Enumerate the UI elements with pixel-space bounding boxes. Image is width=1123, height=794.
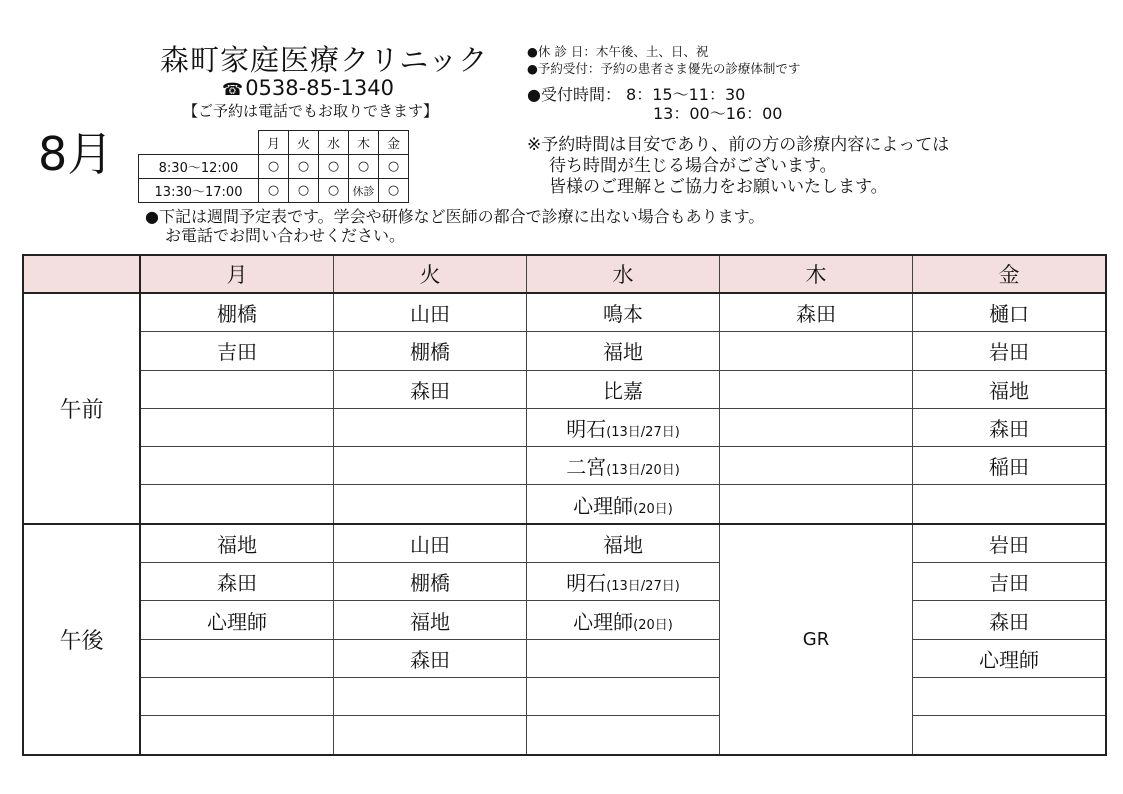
doctor-cell <box>527 370 720 408</box>
empty-cell <box>140 677 334 715</box>
empty-cell <box>720 408 913 446</box>
doctor-cell <box>527 601 720 639</box>
weekly-note-2: お電話でお問い合わせください。 <box>165 226 406 245</box>
pm-row <box>23 639 1106 677</box>
clinic-name: 森町家庭医療クリニック <box>160 43 489 77</box>
day-header: 水 <box>527 255 720 293</box>
weekly-note <box>145 207 764 245</box>
hours-mark: ○ <box>289 155 319 179</box>
date-note: (13日/27日) <box>606 425 680 441</box>
hours-mark: ○ <box>319 179 349 203</box>
empty-cell <box>527 677 720 715</box>
doctor-cell <box>527 485 720 524</box>
doctor-cell: 山田 <box>334 524 527 563</box>
hours-mark: ○ <box>289 179 319 203</box>
hours-table-corner <box>139 131 259 155</box>
doctor-cell: 福地 <box>140 524 334 563</box>
hours-mark-closed: 休診 <box>349 179 379 203</box>
empty-cell <box>913 677 1107 715</box>
hours-row-pm <box>139 179 409 203</box>
empty-cell <box>140 485 334 524</box>
hours-day: 金 <box>379 131 409 155</box>
empty-cell <box>334 485 527 524</box>
doctor-cell <box>527 293 720 332</box>
note-line-1: ※予約時間は目安であり、前の方の診療内容によっては <box>527 135 950 155</box>
empty-cell <box>334 447 527 485</box>
hours-day: 木 <box>349 131 379 155</box>
doctor-name: 鳴本 <box>603 302 643 327</box>
hours-time: 13:30～17:00 <box>139 179 259 203</box>
doctor-cell: 福地 <box>334 601 527 639</box>
hours-mark: ○ <box>349 155 379 179</box>
pm-row <box>23 677 1106 715</box>
empty-cell <box>720 447 913 485</box>
thursday-pm-gr: GR <box>720 524 913 755</box>
doctor-cell: 心理師 <box>140 601 334 639</box>
doctor-cell: 森田 <box>140 563 334 601</box>
empty-cell <box>140 639 334 677</box>
appointment-notes <box>527 135 949 198</box>
doctor-cell: 棚橋 <box>334 332 527 370</box>
doctor-cell: 森田 <box>720 293 913 332</box>
pm-row <box>23 524 1106 563</box>
am-row <box>23 293 1106 332</box>
hours-mark: ○ <box>259 155 289 179</box>
note-line-2: 待ち時間が生じる場合がございます。 <box>549 156 837 176</box>
pm-row <box>23 716 1106 755</box>
hours-table-header <box>139 131 409 155</box>
hours-mark: ○ <box>259 179 289 203</box>
date-note: (20日) <box>633 617 673 633</box>
doctor-cell: 森田 <box>913 408 1107 446</box>
pm-row <box>23 601 1106 639</box>
hours-day: 月 <box>259 131 289 155</box>
schedule-corner <box>23 255 140 293</box>
session-label-am: 午前 <box>23 293 140 524</box>
empty-cell <box>334 677 527 715</box>
hours-mark: ○ <box>319 155 349 179</box>
reception-hours <box>527 85 782 123</box>
schedule-header <box>23 255 1106 293</box>
hours-mark: ○ <box>379 155 409 179</box>
doctor-cell <box>527 447 720 485</box>
am-row <box>23 370 1106 408</box>
reservation-note: 【ご予約は電話でもお取りできます】 <box>183 102 439 120</box>
doctor-name: 二宮 <box>566 455 607 480</box>
day-header: 火 <box>334 255 527 293</box>
doctor-cell: 樋口 <box>913 293 1107 332</box>
doctor-cell <box>527 524 720 563</box>
empty-cell <box>527 716 720 755</box>
doctor-cell: 森田 <box>913 601 1107 639</box>
doctor-cell: 棚橋 <box>334 563 527 601</box>
empty-cell <box>334 408 527 446</box>
doctor-name: 心理師 <box>573 609 634 634</box>
empty-cell <box>913 485 1107 524</box>
reception-hours-pm: 13：00～16：00 <box>653 104 783 123</box>
phone-number <box>222 76 394 100</box>
doctor-name: 比嘉 <box>603 378 643 403</box>
empty-cell <box>140 447 334 485</box>
hours-day: 火 <box>289 131 319 155</box>
doctor-name: 心理師 <box>573 493 634 518</box>
empty-cell <box>140 408 334 446</box>
doctor-cell: 吉田 <box>140 332 334 370</box>
date-note: (13日/20日) <box>606 463 680 479</box>
day-header: 木 <box>720 255 913 293</box>
doctor-cell: 稲田 <box>913 447 1107 485</box>
empty-cell <box>334 716 527 755</box>
doctor-name: 明石 <box>566 571 607 596</box>
doctor-cell: 棚橋 <box>140 293 334 332</box>
doctor-cell: 心理師 <box>913 639 1107 677</box>
empty-cell <box>913 716 1107 755</box>
date-note: (20日) <box>633 501 673 517</box>
empty-cell <box>720 332 913 370</box>
hours-table <box>138 130 409 203</box>
doctor-cell <box>527 408 720 446</box>
day-header: 月 <box>140 255 334 293</box>
doctor-cell <box>527 332 720 370</box>
empty-cell <box>527 639 720 677</box>
telephone-icon: ☎ <box>222 80 244 100</box>
empty-cell <box>140 716 334 755</box>
day-header: 金 <box>913 255 1107 293</box>
doctor-name: 福地 <box>603 340 643 365</box>
empty-cell <box>720 485 913 524</box>
hours-time: 8:30～12:00 <box>139 155 259 179</box>
reservation-policy: ●予約受付：予約の患者さま優先の診療体制です <box>527 61 801 76</box>
reception-hours-am: ●受付時間： 8：15～11：30 <box>527 85 746 104</box>
hours-row-am <box>139 155 409 179</box>
doctor-name: 福地 <box>603 532 643 557</box>
empty-cell <box>140 370 334 408</box>
hours-mark: ○ <box>379 179 409 203</box>
empty-cell <box>720 370 913 408</box>
am-row <box>23 332 1106 370</box>
session-label-pm: 午後 <box>23 524 140 755</box>
doctor-cell: 森田 <box>334 639 527 677</box>
am-row <box>23 447 1106 485</box>
weekly-schedule-table <box>22 254 1107 756</box>
doctor-cell: 福地 <box>913 370 1107 408</box>
doctor-name: 明石 <box>566 417 607 442</box>
am-row <box>23 408 1106 446</box>
doctor-cell: 岩田 <box>913 332 1107 370</box>
clinic-info <box>527 43 800 77</box>
month-title: 8月 <box>38 127 114 181</box>
doctor-cell: 吉田 <box>913 563 1107 601</box>
note-line-3: 皆様のご理解とご協力をお願いいたします。 <box>549 177 888 197</box>
phone-text: 0538-85-1340 <box>245 76 394 100</box>
am-row <box>23 485 1106 524</box>
date-note: (13日/27日) <box>606 579 680 595</box>
doctor-cell: 岩田 <box>913 524 1107 563</box>
doctor-cell: 山田 <box>334 293 527 332</box>
weekly-note-1: ●下記は週間予定表です。学会や研修など医師の都合で診療に出ない場合もあります。 <box>145 207 765 226</box>
hours-day: 水 <box>319 131 349 155</box>
doctor-cell: 森田 <box>334 370 527 408</box>
doctor-cell <box>527 563 720 601</box>
closed-days: ●休 診 日：木午後、土、日、祝 <box>527 44 709 59</box>
pm-row <box>23 563 1106 601</box>
